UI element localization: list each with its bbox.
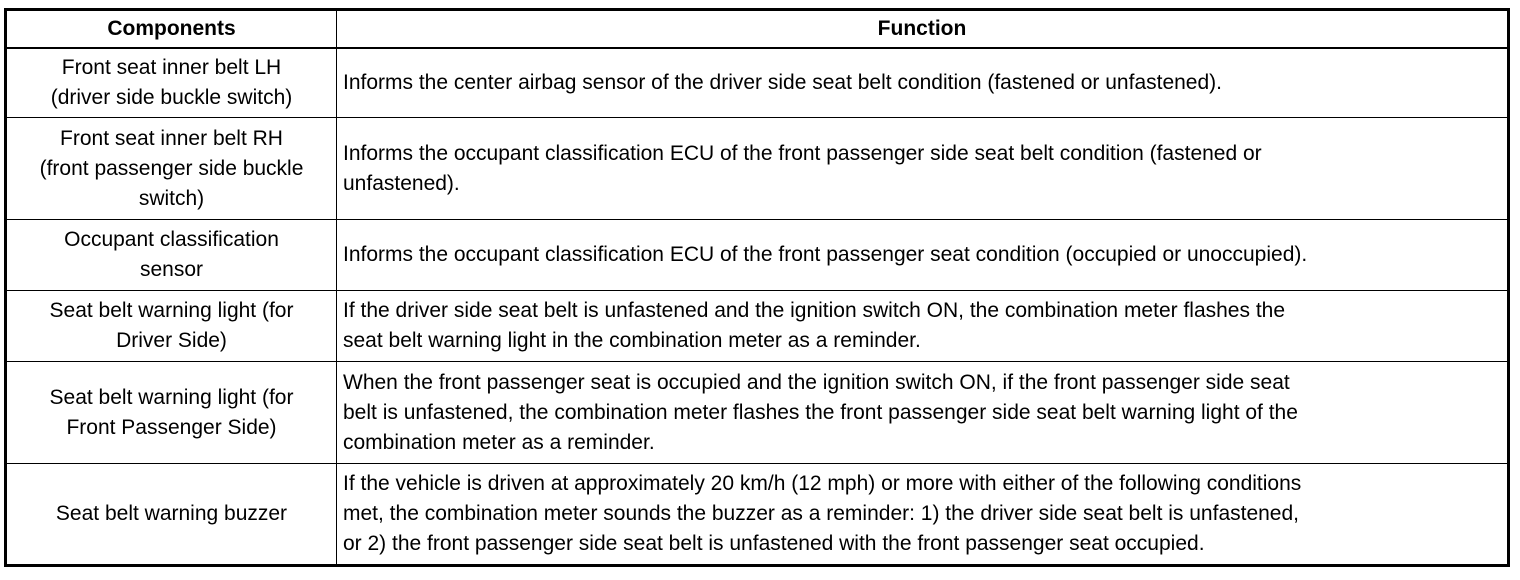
components-column-header: Components [6, 10, 337, 49]
function-cell: If the vehicle is driven at approximately 20 km/h (12 mph) or more with either of the following conditions met, the combination meter sounds the buzzer as a reminder: 1) the driver side seat belt is unfastened, or 2) the front passenger side seat belt is unfastened with the front passenger seat occupied. [337, 464, 1509, 566]
function-cell: If the driver side seat belt is unfastened and the ignition switch ON, the combination meter flashes the seat belt warning light in the combination meter as a reminder. [337, 291, 1509, 362]
function-cell: When the front passenger seat is occupied and the ignition switch ON, if the front passenger side seat belt is unfastened, the combination meter flashes the front passenger side seat belt warning light of the combination meter as a reminder. [337, 362, 1509, 464]
table-row [6, 362, 1509, 464]
component-cell: Seat belt warning light (for Front Passenger Side) [6, 362, 337, 464]
document-page [4, 8, 1507, 567]
table-row [6, 464, 1509, 566]
components-function-table [4, 8, 1510, 567]
function-cell: Informs the center airbag sensor of the driver side seat belt condition (fastened or unfastened). [337, 48, 1509, 118]
function-cell: Informs the occupant classification ECU of the front passenger seat condition (occupied or unoccupied). [337, 220, 1509, 291]
table-row [6, 48, 1509, 118]
function-cell: Informs the occupant classification ECU of the front passenger side seat belt condition (fastened or unfastened). [337, 118, 1509, 220]
function-column-header: Function [337, 10, 1509, 49]
table-row [6, 291, 1509, 362]
component-cell: Front seat inner belt LH (driver side buckle switch) [6, 48, 337, 118]
table-row [6, 118, 1509, 220]
component-cell: Occupant classification sensor [6, 220, 337, 291]
component-cell: Seat belt warning light (for Driver Side) [6, 291, 337, 362]
table-row [6, 220, 1509, 291]
component-cell: Seat belt warning buzzer [6, 464, 337, 566]
component-cell: Front seat inner belt RH (front passenger side buckle switch) [6, 118, 337, 220]
table-header-row [6, 10, 1509, 49]
